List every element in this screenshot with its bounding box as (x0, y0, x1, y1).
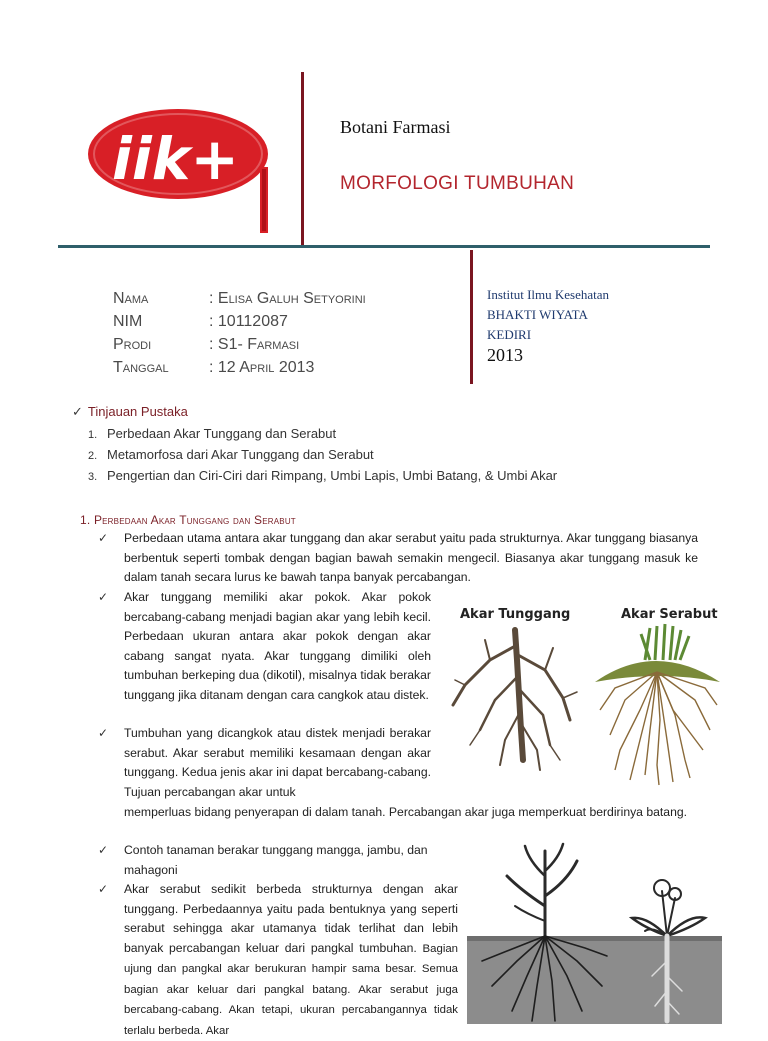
checkmark-icon: ✓ (98, 843, 109, 857)
figure-label-fibrous-root: Akar Serabut (621, 607, 718, 622)
paragraph: ✓ Contoh tanaman berakar tunggang mangga, jambu, dan mahagoni (98, 843, 428, 877)
list-item: 3. Pengertian dan Ciri-Ciri dari Rimpang, Umbi Lapis, Umbi Batang, & Umbi Akar (88, 468, 558, 483)
institution-block (487, 285, 609, 345)
checkmark-icon: ✓ (98, 590, 109, 604)
paragraph: ✓ Tumbuhan yang dicangkok atau distek menjadi berakar serabut. Akar serabut memiliki kesamaan dengan akar tunggang. Kedua jenis akar ini dapat bercabang-cabang. Tujuan percabangan akar untuk (98, 726, 431, 799)
figure-label-tap-root: Akar Tunggang (460, 607, 571, 622)
institution-line-1: Institut Ilmu Kesehatan (487, 287, 610, 302)
list-item: 2. Metamorfosa dari Akar Tunggang dan Serabut (88, 447, 374, 462)
info-row-prodi: Prodi : S1- Farmasi (113, 336, 300, 353)
header-divider-vertical (301, 72, 304, 246)
info-row-nama: Nama : Elisa Galuh Setyorini (113, 290, 366, 307)
checkmark-icon: ✓ (98, 531, 109, 545)
institution-line-3: KEDIRI (487, 327, 532, 342)
info-row-tanggal: Tanggal : 12 April 2013 (113, 359, 315, 376)
document-title: MORFOLOGI TUMBUHAN (340, 173, 575, 194)
tap-root-illustration (453, 630, 577, 770)
paragraph: ✓ Perbedaan utama antara akar tunggang dan akar serabut yaitu pada strukturnya. Akar tunggang biasanya berbentuk seperti tombak dengan bagian bawah semakin mengecil. Biasanya akar tunggang masuk ke dalam tanah secara lurus ke bawah tanpa banyak percabangan. (98, 531, 698, 584)
review-heading: ✓ Tinjauan Pustaka (72, 404, 188, 419)
institution-logo (86, 107, 272, 233)
info-row-nim: NIM : 10112087 (113, 313, 288, 330)
list-item: 1. Perbedaan Akar Tunggang dan Serabut (88, 426, 337, 441)
paragraph: ✓ Akar serabut sedikit berbeda strukturnya dengan akar tunggang. Perbedaannya yaitu pada bentuknya yang seperti serabut sehingga akar utamanya tidak terlihat dan lebih banyak percabangan keluar dari pangkal tumbuhan. Bagian ujung dan pangkal akar berukuran hampir sama besar. Semua bagian akar keluar dari pangkal batang. Akar serabut juga bercabang-cabang. Akan tetapi, ukuran percabangannya tidak terlalu berbeda. Akar (98, 882, 459, 1037)
institution-line-2: BHAKTI WIYATA (487, 307, 588, 322)
institution-year: 2013 (487, 345, 523, 365)
header-rule (58, 245, 710, 248)
checkmark-icon: ✓ (72, 404, 83, 419)
checkmark-icon: ✓ (98, 726, 109, 740)
student-info (113, 290, 366, 382)
root-types-figure (445, 600, 730, 795)
paragraph-continuation: memperluas bidang penyerapan di dalam tanah. Percabangan akar juga memperkuat berdirinya batang. (124, 805, 688, 819)
plant-roots-figure (467, 836, 722, 1024)
section-heading: 1. Perbedaan Akar Tunggang dan Serabut (80, 513, 296, 527)
logo-lettering: iik+ (112, 125, 239, 193)
course-name: Botani Farmasi (340, 117, 451, 137)
review-list (88, 426, 557, 489)
fibrous-root-illustration (595, 624, 720, 785)
checkmark-icon: ✓ (98, 882, 109, 896)
paragraph: ✓ Akar tunggang memiliki akar pokok. Akar pokok bercabang-cabang menjadi bagian akar yang lebih kecil. Perbedaan ukuran antara akar pokok dengan akar cabang sangat nyata. Akar tunggang dimiliki oleh tumbuhan berkeping dua (dikotil), misalnya tidak berakar tunggang jika ditanam dengan cara cangkok atau distek. (98, 590, 431, 702)
info-divider-vertical (470, 250, 473, 384)
